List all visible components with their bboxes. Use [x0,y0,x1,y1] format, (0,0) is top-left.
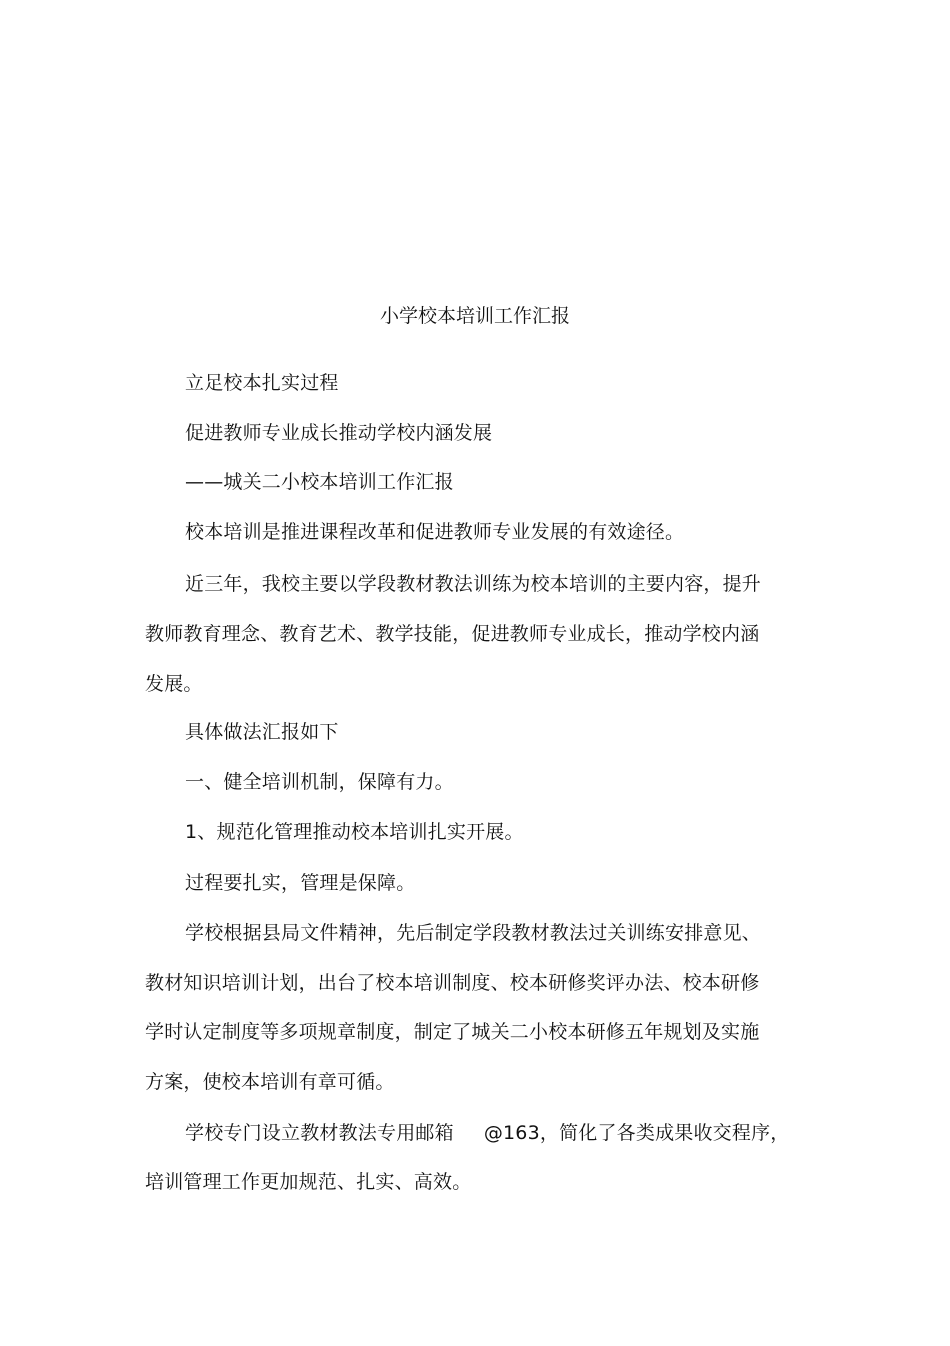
paragraph-6-line-2: 培训管理工作更加规范、扎实、高效。 [145,1171,472,1193]
paragraph-5-line-2: 教材知识培训计划，出台了校本培训制度、校本研修奖评办法、校本研修 [145,972,760,994]
subsection-heading-1: 1、规范化管理推动校本培训扎实开展。 [185,821,524,843]
paragraph-2-line-1: 近三年，我校主要以学段教材教法训练为校本培训的主要内容，提升 [185,573,762,595]
paragraph-6-line-1 [185,1119,789,1147]
subtitle-line-3: ——城关二小校本培训工作汇报 [185,471,454,493]
subtitle-line-2: 促进教师专业成长推动学校内涵发展 [185,422,493,444]
paragraph-5-line-1: 学校根据县局文件精神，先后制定学段教材教法过关训练安排意见、 [185,922,762,944]
document-title: 小学校本培训工作汇报 [379,305,570,327]
paragraph-6-line-1-part-a: 学校专门设立教材教法专用邮箱 [185,1122,454,1144]
paragraph-2-line-2: 教师教育理念、教育艺术、教学技能，促进教师专业成长，推动学校内涵 [145,623,760,645]
paragraph-5-line-3: 学时认定制度等多项规章制度，制定了城关二小校本研修五年规划及实施 [145,1021,760,1043]
paragraph-2-line-3: 发展。 [145,673,203,695]
paragraph-3: 具体做法汇报如下 [185,721,339,743]
section-heading-1: 一、健全培训机制，保障有力。 [185,771,454,793]
paragraph-1: 校本培训是推进课程改革和促进教师专业发展的有效途径。 [185,521,685,543]
paragraph-5-line-4: 方案，使校本培训有章可循。 [145,1071,395,1093]
paragraph-4: 过程要扎实，管理是保障。 [185,872,416,894]
subtitle-line-1: 立足校本扎实过程 [185,372,339,394]
paragraph-6-line-1-part-b: @163，简化了各类成果收交程序， [483,1122,790,1144]
